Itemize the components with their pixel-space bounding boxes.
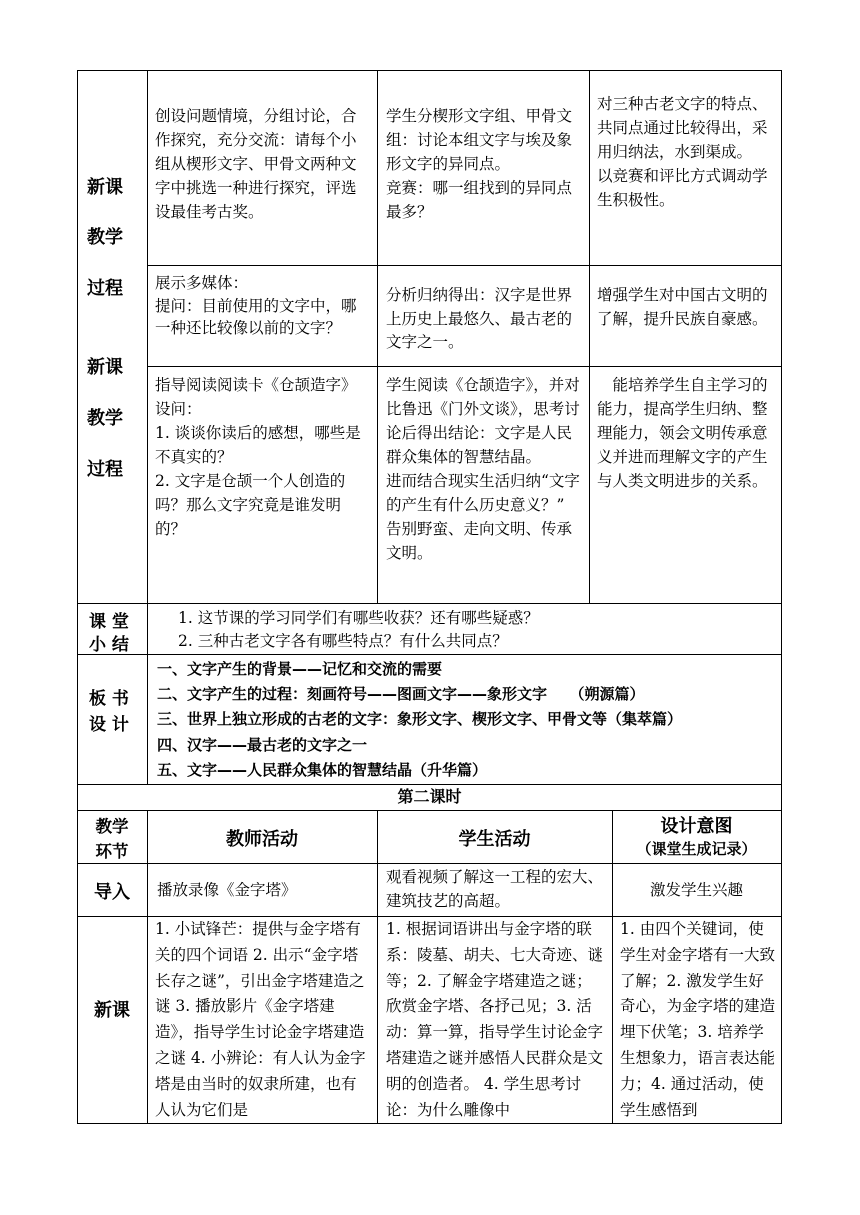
row2-student-activity: 分析归纳得出：汉字是世界上历史上最悠久、最古老的文字之一。 bbox=[386, 286, 573, 351]
row3-design-intent: 能培养学生自主学习的能力，提高学生归纳、整理能力，领会文明传承意义并进而理解文字的产生与人类文明进步的关系。 bbox=[597, 376, 768, 490]
intro-intent: 激发学生兴趣 bbox=[649, 881, 743, 899]
col-divider-2 bbox=[377, 70, 378, 603]
label-summary-b: 小 结 bbox=[89, 635, 129, 655]
label-process-2: 过程 bbox=[87, 459, 123, 480]
col-divider-1 bbox=[147, 70, 148, 654]
header-student: 学生活动 bbox=[458, 829, 531, 850]
row1-design-intent: 对三种古老文字的特点、共同点通过比较得出，采用归纳法，水到渠成。 以竞赛和评比方式调动学生积极性。 bbox=[597, 95, 768, 209]
col2-divider-1 bbox=[147, 810, 148, 1124]
label-teaching-2: 教学 bbox=[87, 408, 123, 429]
row-divider-d bbox=[77, 654, 782, 655]
header-stage-a: 教学 bbox=[95, 817, 129, 836]
board-line-4: 四、汉字——最古老的文字之一 bbox=[157, 736, 368, 754]
label-new-lesson-1: 新课 bbox=[87, 177, 123, 198]
new-stage: 新课 bbox=[94, 1000, 130, 1021]
header-intent-a: 设计意图 bbox=[660, 816, 733, 837]
table-border-right bbox=[781, 70, 782, 1124]
row3-student-activity: 学生阅读《仓颉造字》，并对比鲁迅《门外文谈》，思考讨论后得出结论：文字是人民群众集体的智慧结晶。 进而结合现实生活归纳“文字的产生有什么历史意义？” 告别野蛮、走向文明、传承文明。 bbox=[386, 376, 580, 562]
label-new-lesson-2: 新课 bbox=[87, 357, 123, 378]
col-divider-3 bbox=[589, 70, 590, 603]
summary-question-2: 2. 三种古老文字各有哪些特点？有什么共同点？ bbox=[178, 632, 508, 650]
intro-teacher: 播放录像《金字塔》 bbox=[157, 881, 297, 899]
row1-teacher-activity: 创设问题情境，分组讨论，合作探究，充分交流：请每个小组从楔形文字、甲骨文两种文字中挑选一种进行探究，评选设最佳考古奖。 bbox=[155, 107, 357, 221]
board-line-5: 五、文字——人民群众集体的智慧结晶（升华篇） bbox=[157, 761, 488, 779]
header-stage-b: 环节 bbox=[95, 842, 129, 861]
lesson2-title: 第二课时 bbox=[397, 787, 462, 806]
row2-design-intent: 增强学生对中国古文明的了解，提升民族自豪感。 bbox=[597, 286, 768, 328]
summary-question-1: 1. 这节课的学习同学们有哪些收获？还有哪些疑惑？ bbox=[178, 609, 539, 627]
new-intent: 1. 由四个关键词，使学生对金字塔有一大致了解；2. 激发学生好奇心，为金字塔的建造埋下伏笔；3. 培养学生想象力，语言表达能力；4. 通过活动，使学生感悟到 bbox=[620, 920, 776, 1119]
table-border-top bbox=[77, 70, 782, 71]
label-summary-a: 课 堂 bbox=[89, 612, 129, 632]
new-teacher: 1. 小试锋芒：提供与金字塔有关的四个词语 2. 出示“金字塔长存之谜”，引出金字塔建造之谜 3. 播放影片《金字塔建造》，指导学生讨论金字塔建造之谜 4. 小辨论：有人认为金字塔是由当时的奴隶所建，也有人认为它们是 bbox=[155, 920, 366, 1119]
row-divider-e bbox=[77, 784, 782, 785]
row-divider-a bbox=[147, 265, 782, 266]
row2-divider-a bbox=[77, 863, 782, 864]
label-process-1: 过程 bbox=[87, 278, 123, 299]
new-student: 1. 根据词语讲出与金字塔的联系：陵墓、胡夫、七大奇迹、谜等；2. 了解金字塔建造之谜； 欣赏金字塔、各抒己见；3. 活动：算一算，指导学生讨论金字塔建造之谜并感悟人民群众是文明的创造者。 4. 学生思考讨论：为什么雕像中 bbox=[386, 920, 604, 1119]
row2-teacher-activity: 展示多媒体： 提问：目前使用的文字中，哪一种还比较像以前的文字？ bbox=[155, 274, 357, 337]
row-divider-f bbox=[77, 810, 782, 811]
row1-student-activity: 学生分楔形文字组、甲骨文组：讨论本组文字与埃及象形文字的异同点。 竞赛：哪一组找到的异同点最多？ bbox=[386, 107, 573, 221]
row3-teacher-activity: 指导阅读阅读卡《仓颉造字》设问： 1. 谈谈你读后的感想，哪些是不真实的？ 2. 文字是仓颉一个人创造的吗？那么文字究竟是谁发明的？ bbox=[155, 376, 361, 538]
col2-divider-2 bbox=[377, 810, 378, 1124]
label-board-a: 板 书 bbox=[89, 689, 129, 709]
intro-student: 观看视频了解这一工程的宏大、建筑技艺的高超。 bbox=[386, 868, 604, 910]
col-divider-board bbox=[147, 654, 148, 784]
board-line-1: 一、文字产生的背景——记忆和交流的需要 bbox=[157, 660, 443, 678]
row-divider-c bbox=[77, 603, 782, 604]
header-teacher: 教师活动 bbox=[226, 829, 298, 850]
table-border-left bbox=[77, 70, 78, 1124]
label-teaching-1: 教学 bbox=[87, 227, 123, 248]
intro-stage: 导入 bbox=[94, 882, 130, 903]
board-line-2: 二、文字产生的过程：刻画符号——图画文字——象形文字 （朔源篇） bbox=[157, 685, 645, 703]
header-intent-b: （课堂生成记录） bbox=[636, 840, 757, 858]
board-line-3: 三、世界上独立形成的古老的文字：象形文字、楔形文字、甲骨文等（集萃篇） bbox=[157, 710, 683, 728]
label-board-b: 设 计 bbox=[89, 715, 129, 735]
row-divider-b bbox=[147, 366, 782, 367]
